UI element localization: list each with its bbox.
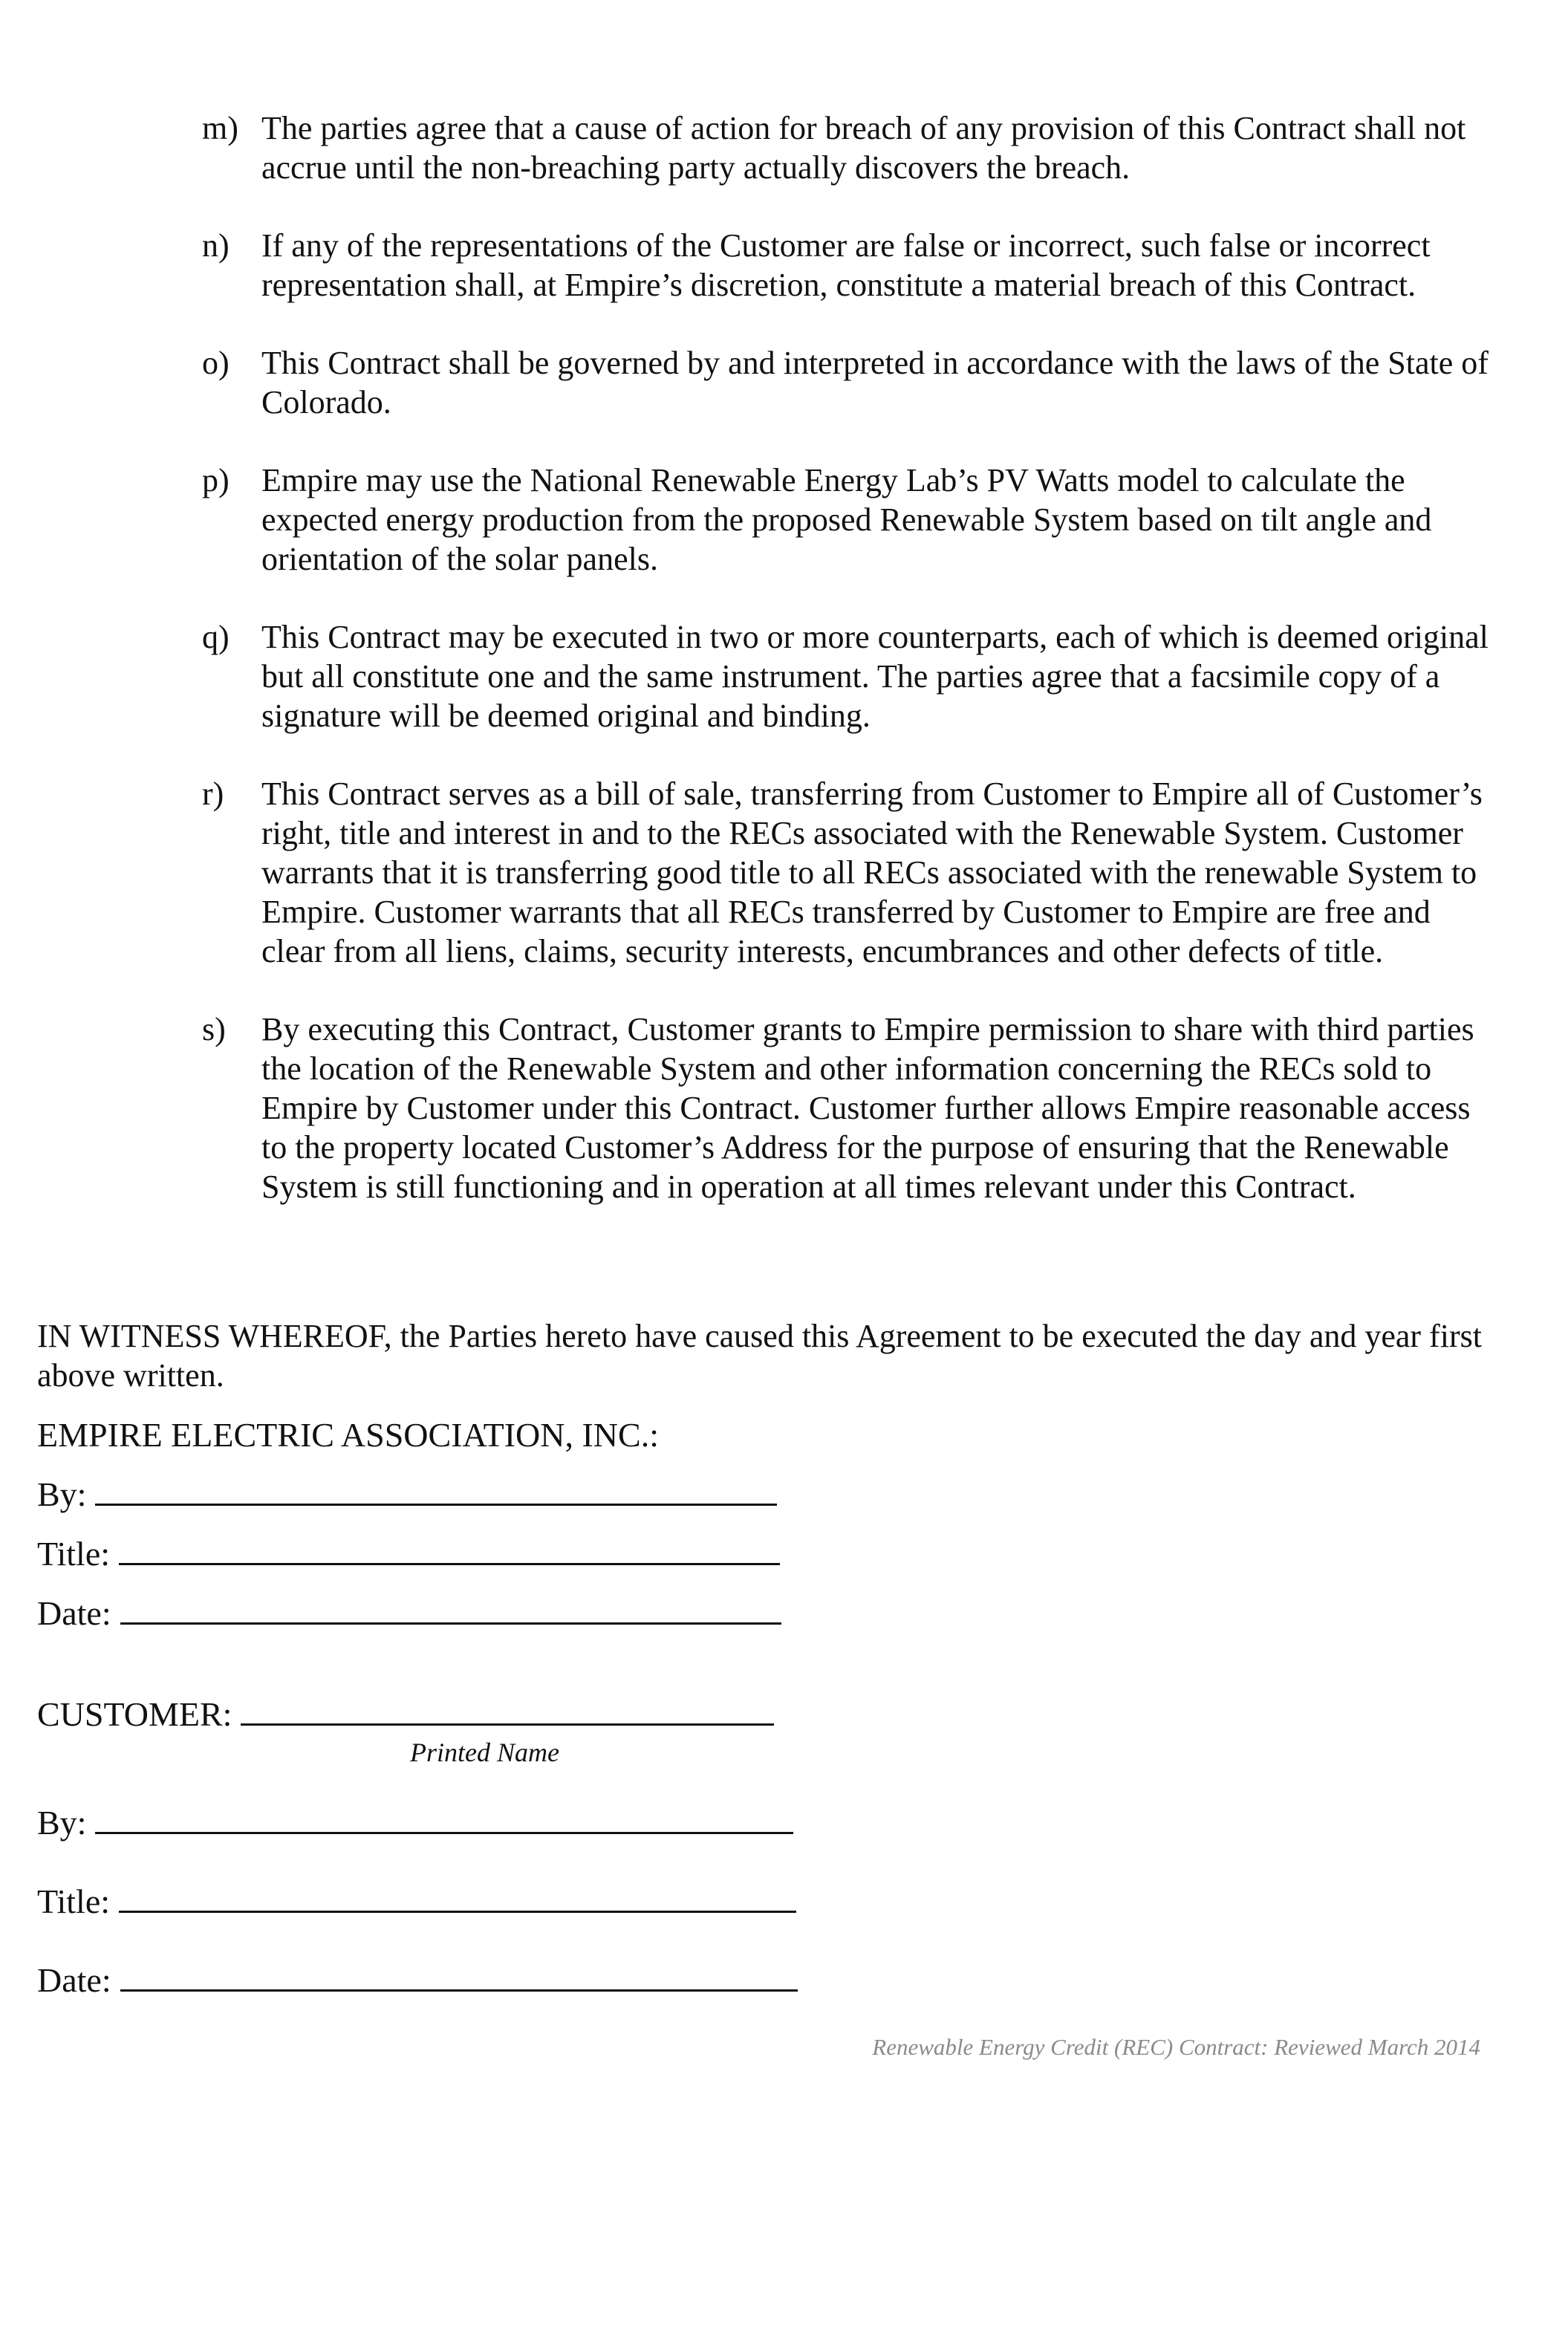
- empire-title-label: Title:: [37, 1535, 111, 1573]
- clause-marker: m): [202, 110, 238, 146]
- clause-list: [202, 108, 1494, 1245]
- customer-by-line: [37, 1802, 793, 1844]
- clause-text: This Contract may be executed in two or more counterparts, each of which is deemed original but all constitute one and the same instrument. The parties agree that a facsimile copy of a signature will be deemed original and binding.: [261, 619, 1489, 734]
- clause-m: [202, 108, 1494, 187]
- customer-title-field[interactable]: [119, 1881, 796, 1913]
- empire-title-line: [37, 1533, 780, 1575]
- empire-org-label: EMPIRE ELECTRIC ASSOCIATION, INC.:: [37, 1416, 659, 1454]
- empire-by-label: By:: [37, 1475, 87, 1513]
- customer-label: CUSTOMER:: [37, 1695, 232, 1733]
- clause-text: This Contract shall be governed by and interpreted in accordance with the laws of the State of Colorado.: [261, 345, 1489, 420]
- clause-text: If any of the representations of the Customer are false or incorrect, such false or incorrect representation shall, at Empire’s discretion, constitute a material breach of this Contract.: [261, 227, 1431, 303]
- clause-text: Empire may use the National Renewable Energy Lab’s PV Watts model to calculate the expected energy production from the proposed Renewable System based on tilt angle and orientation of the solar panels.: [261, 462, 1432, 577]
- clause-marker: q): [202, 619, 230, 655]
- empire-by-signature-field[interactable]: [95, 1474, 777, 1506]
- customer-date-field[interactable]: [120, 1960, 798, 1992]
- customer-by-label: By:: [37, 1804, 87, 1842]
- printed-name-caption: Printed Name: [410, 1738, 559, 1767]
- empire-date-field[interactable]: [120, 1593, 781, 1625]
- customer-title-line: [37, 1881, 796, 1923]
- customer-date-label: Date:: [37, 1961, 111, 1999]
- clause-marker: r): [202, 776, 224, 812]
- clause-q: [202, 617, 1494, 735]
- clause-text: This Contract serves as a bill of sale, transferring from Customer to Empire all of Customer’s right, title and interest in and to the RECs associated with the Renewable System. Customer warrants that it is transferring good title to all RECs associated with the renewable System to Empire. Customer warrants that all RECs transferred by Customer to Empire are free and clear from all liens, claims, security interests, encumbrances and other defects of title.: [261, 776, 1483, 969]
- customer-printed-name-field[interactable]: [241, 1694, 774, 1726]
- clause-p: [202, 461, 1494, 579]
- customer-title-label: Title:: [37, 1882, 111, 1920]
- empire-date-label: Date:: [37, 1594, 111, 1632]
- clause-marker: o): [202, 345, 230, 381]
- clause-text: The parties agree that a cause of action for breach of any provision of this Contract shall not accrue until the non-breaching party actually discovers the breach.: [261, 110, 1466, 186]
- clause-o: [202, 343, 1494, 422]
- clause-s: [202, 1010, 1494, 1206]
- empire-by-line: [37, 1474, 777, 1515]
- witness-statement: IN WITNESS WHEREOF, the Parties hereto have caused this Agreement to be executed the day and year first above written.: [37, 1318, 1482, 1394]
- customer-date-line: [37, 1960, 798, 2001]
- empire-date-line: [37, 1593, 781, 1634]
- empire-title-field[interactable]: [119, 1533, 780, 1565]
- customer-by-signature-field[interactable]: [95, 1802, 793, 1834]
- clause-r: [202, 774, 1494, 971]
- footer-note: Renewable Energy Credit (REC) Contract: Reviewed March 2014: [872, 2034, 1480, 2060]
- clause-marker: n): [202, 227, 230, 264]
- customer-name-line: [37, 1694, 774, 1735]
- clause-marker: p): [202, 462, 230, 498]
- clause-text: By executing this Contract, Customer grants to Empire permission to share with third parties the location of the Renewable System and other information concerning the RECs sold to Empire by Customer under this Contract. Customer further allows Empire reasonable access to the property located Customer’s Address for the purpose of ensuring that the Renewable System is still functioning and in operation at all times relevant under this Contract.: [261, 1011, 1474, 1205]
- clause-n: [202, 226, 1494, 305]
- clause-marker: s): [202, 1011, 226, 1047]
